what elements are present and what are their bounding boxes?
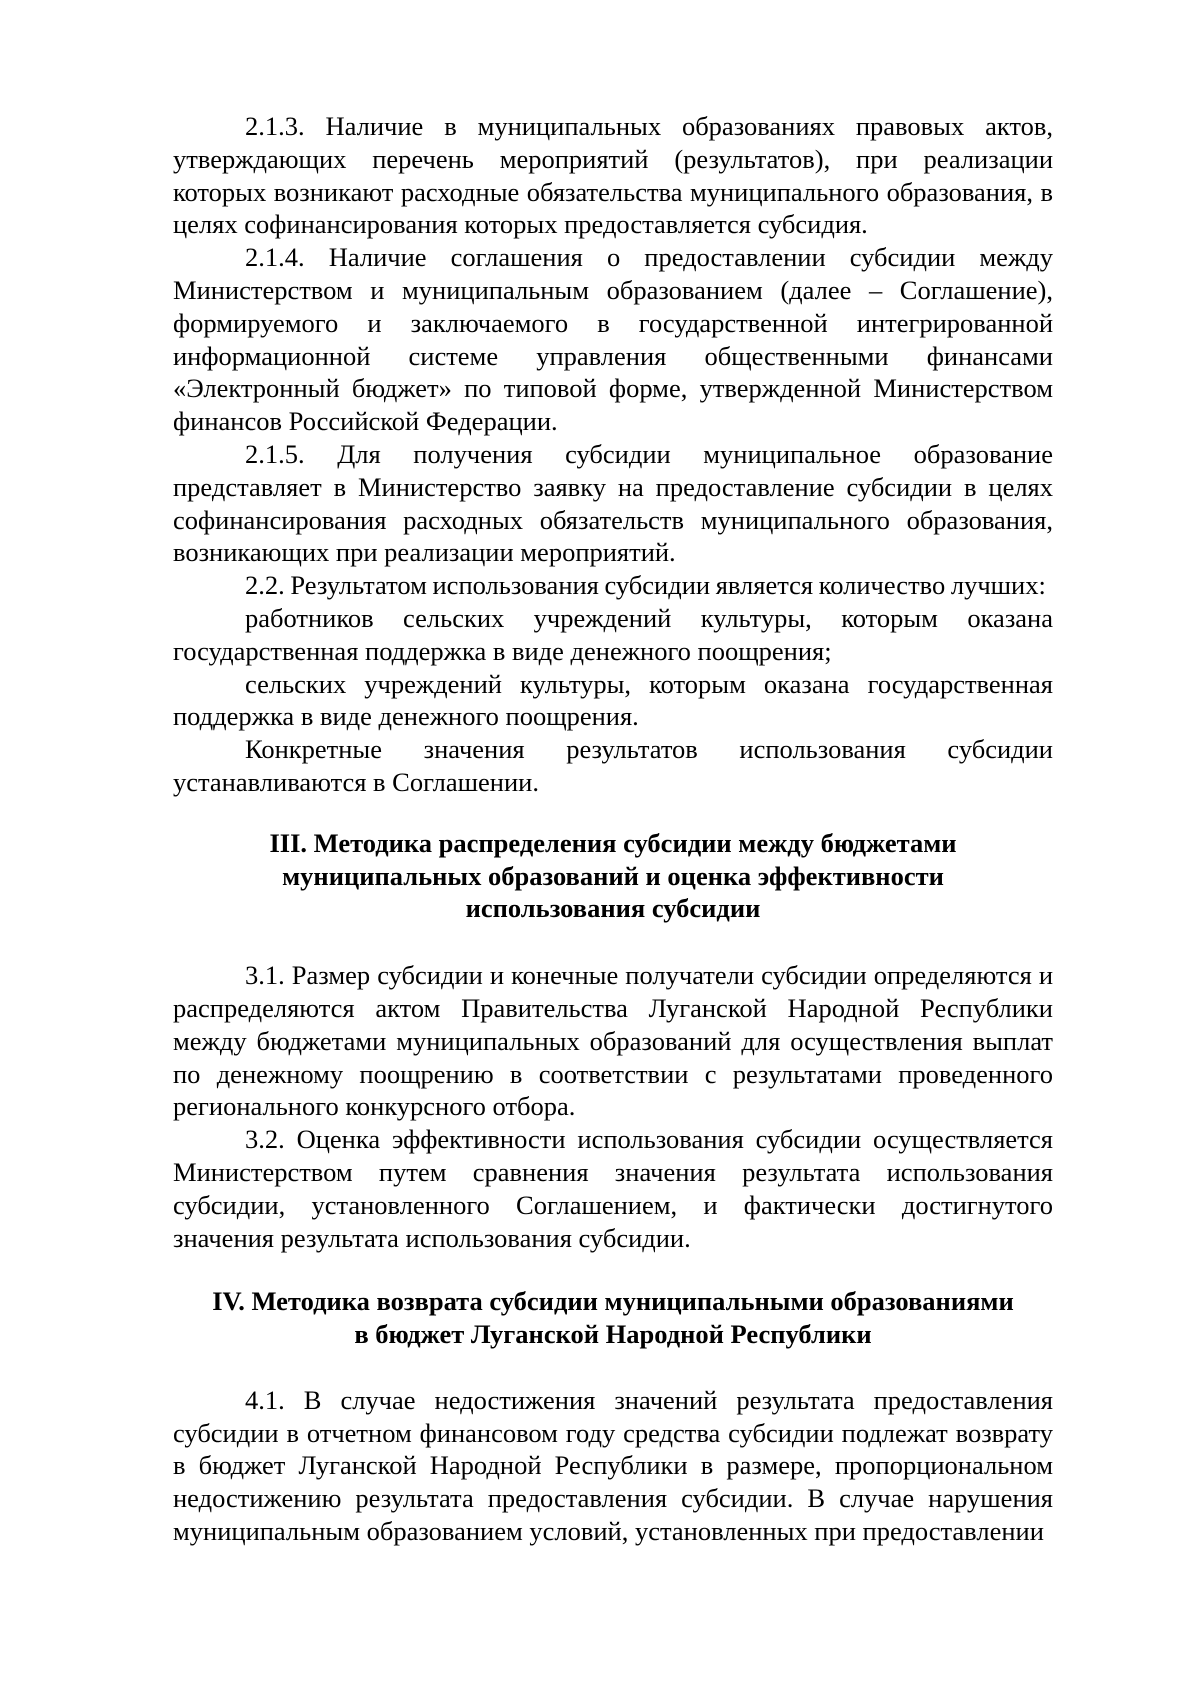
section-4-heading-line-2: в бюджет Луганской Народной Республики (354, 1319, 872, 1350)
section-3-heading-line-3: использования субсидии (465, 893, 761, 924)
section-3-heading-line-1: III. Методика распределения субсидии между бюджетами (269, 827, 957, 858)
section-4-heading-line-1: IV. Методика возврата субсидии муниципальными образованиями (212, 1286, 1014, 1317)
paragraph-2-2-item-workers: работников сельских учреждений культуры, которым оказана государственная поддержка в виде денежного поощрения; (173, 602, 1053, 666)
paragraph-3-1: 3.1. Размер субсидии и конечные получатели субсидии определяются и распределяются актом Правительства Луганской Народной Республики между бюджетами муниципальных образований для осуществления выплат по денежному поощрению в соответствии с результатами проведенного регионального конкурсного отбора. (173, 960, 1053, 1122)
paragraph-2-1-5: 2.1.5. Для получения субсидии муниципальное образование представляет в Министерство заявку на предоставление субсидии в целях софинансирования расходных обязательств муниципального образования, возникающих при реализации мероприятий. (173, 438, 1053, 568)
paragraph-2-2: 2.2. Результатом использования субсидии является количество лучших: (245, 570, 1046, 601)
paragraph-2-1-3: 2.1.3. Наличие в муниципальных образованиях правовых актов, утверждающих перечень мероприятий (результатов), при реализации которых возникают расходные обязательства муниципального образования, в целях софинансирования которых предоставляется субсидия. (173, 111, 1053, 240)
spacer (173, 1351, 1053, 1384)
section-4-heading (173, 1285, 1053, 1351)
paragraph-2-2-item-institutions: сельских учреждений культуры, которым оказана государственная поддержка в виде денежного поощрения. (173, 668, 1053, 732)
paragraph-2-1-4: 2.1.4. Наличие соглашения о предоставлении субсидии между Министерством и муниципальным образованием (далее – Соглашение), формируемого и заключаемого в государственной интегрированной информационной системе управления общественными финансами «Электронный бюджет» по типовой форме, утвержденной Министерством финансов Российской Федерации. (173, 242, 1053, 437)
section-3-heading (173, 827, 1053, 925)
spacer (173, 925, 1053, 959)
spacer (173, 1254, 1053, 1285)
paragraph-4-1: 4.1. В случае недостижения значений результата предоставления субсидии в отчетном финансовом году средства субсидии подлежат возврату в бюджет Луганской Народной Республики в размере, пропорциональном недостижению результата предоставления субсидии. В случае нарушения муниципальным образованием условий, установленных при предоставлении (173, 1384, 1053, 1547)
section-3-heading-line-2: муниципальных образований и оценка эффективности (282, 860, 944, 891)
paragraph-2-2-specific-values: Конкретные значения результатов использования субсидии устанавливаются в Соглашении. (173, 734, 1053, 797)
paragraph-3-2: 3.2. Оценка эффективности использования субсидии осуществляется Министерством путем сравнения значения результата использования субсидии, установленного Соглашением, и фактически достигнутого значения результата использования субсидии. (173, 1124, 1053, 1253)
spacer (173, 799, 1053, 827)
